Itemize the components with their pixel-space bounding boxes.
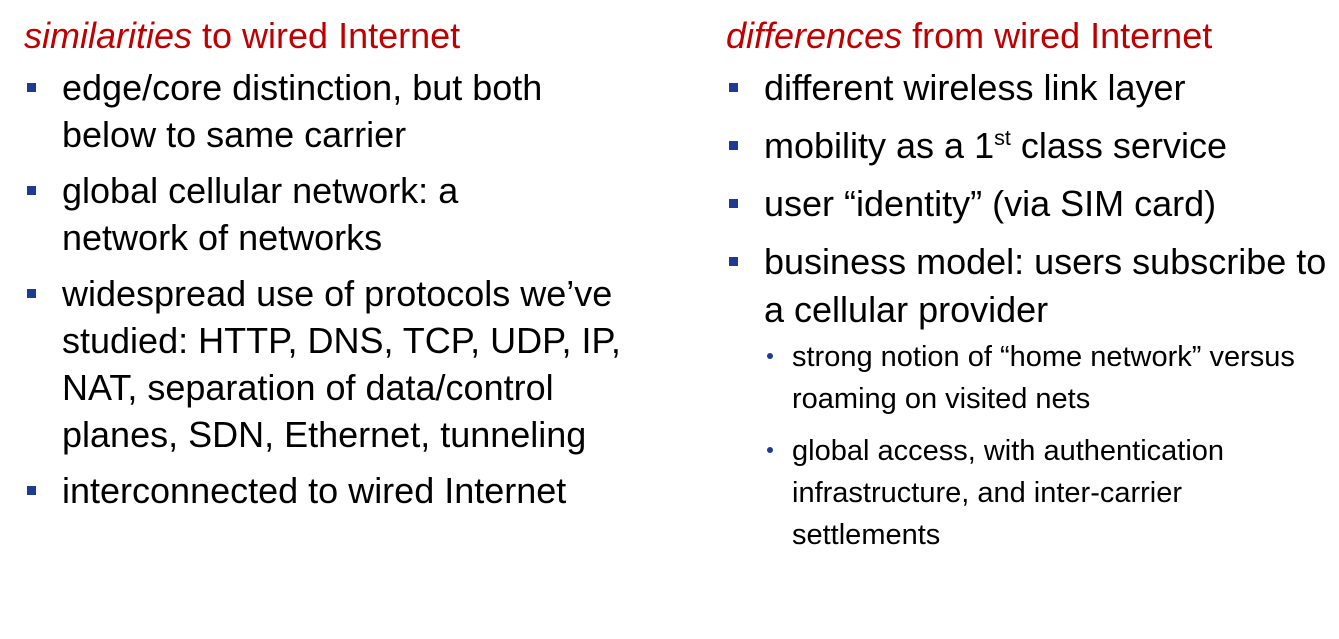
differences-heading [726,14,1338,58]
square-bullet-icon [27,486,36,495]
square-bullet-icon [27,289,36,298]
list-item [726,180,1338,228]
differences-list [726,64,1338,556]
square-bullet-icon [27,186,36,195]
differences-heading-rest: from wired Internet [902,15,1213,56]
similarities-heading-emphasis: similarities [24,15,193,56]
list-item-text: edge/core distinction, but both below to same carrier [62,67,543,155]
differences-column [726,0,1338,566]
sub-list-item [764,430,1312,556]
list-item [24,167,582,261]
similarities-heading-rest: to wired Internet [192,15,461,56]
dot-bullet-icon [767,447,773,453]
similarities-list [24,64,664,514]
square-bullet-icon [729,83,738,92]
list-item-text: different wireless link layer [764,67,1186,108]
differences-heading-emphasis: differences [726,15,903,56]
list-item-text: business model: users subscribe to a cellular provider [764,241,1327,330]
list-item-text: global cellular network: a network of networks [62,170,459,258]
square-bullet-icon [27,83,36,92]
list-item-text: interconnected to wired Internet [62,470,567,511]
list-item [726,238,1334,556]
sub-list-item [764,336,1302,420]
sub-list-item-text: strong notion of “home network” versus roaming on visited nets [792,341,1295,415]
list-item [24,467,582,514]
list-item [726,64,1338,112]
dot-bullet-icon [767,353,773,359]
square-bullet-icon [729,257,738,266]
list-item-text: widespread use of protocols we’ve studied: HTTP, DNS, TCP, UDP, IP, NAT, separation of data/control planes, SDN, Ethernet, tunneling [62,273,621,455]
list-item [24,64,642,158]
business-model-sublist [764,336,1334,556]
list-item [24,270,642,458]
list-item-text-post: class service [1010,125,1227,166]
sub-list-item-text: global access, with authentication infrastructure, and inter-carrier settlements [792,435,1225,551]
list-item [726,122,1338,170]
square-bullet-icon [729,199,738,208]
similarities-heading [24,14,664,58]
similarities-column [24,0,664,523]
list-item-text: user “identity” (via SIM card) [764,183,1217,224]
ordinal-superscript: st [994,125,1011,150]
square-bullet-icon [729,141,738,150]
list-item-text-pre: mobility as a 1 [764,125,995,166]
